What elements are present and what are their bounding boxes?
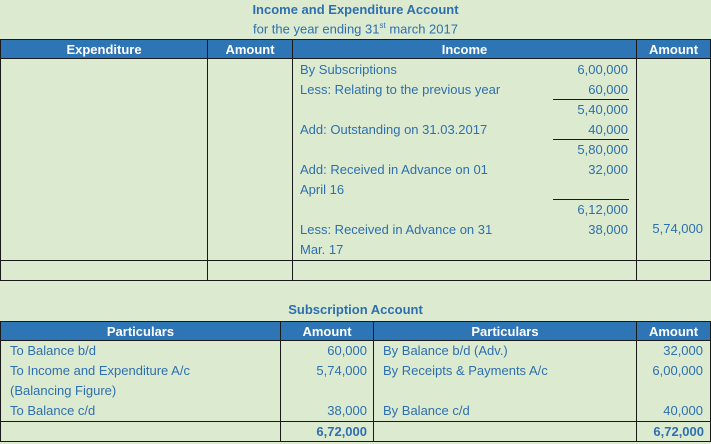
- subtitle-text: for the year ending 31: [253, 21, 380, 37]
- income-line-amount: 60,000: [588, 82, 628, 97]
- income-line-amount: 40,000: [588, 122, 628, 137]
- sub-left-particular: To Balance b/d: [10, 343, 97, 358]
- sub-title: Subscription Account: [288, 302, 423, 317]
- income-line-amount: 5,80,000: [577, 142, 628, 157]
- income-line-text: Add: Outstanding on 31.03.2017: [300, 122, 488, 137]
- total-left: 6,72,000: [280, 421, 374, 442]
- sum-line: [553, 99, 629, 100]
- income-line-text: Less: Received in Advance on 31: [300, 222, 493, 237]
- sub-left-amount: 38,000: [327, 403, 367, 418]
- income-total: 5,74,000: [652, 221, 703, 236]
- header-income: Income: [292, 39, 637, 59]
- sub-right-amount: 32,000: [663, 343, 703, 358]
- income-line-text: Less: Relating to the previous year: [300, 82, 501, 97]
- income-line-text: April 16: [300, 182, 345, 197]
- sub-right-amount: 40,000: [663, 403, 703, 418]
- income-line-amount: 6,12,000: [577, 202, 628, 217]
- income-line-amount: 5,40,000: [577, 102, 628, 117]
- total-cell: [373, 421, 637, 442]
- empty-cell: [292, 260, 637, 281]
- sum-line: [553, 199, 629, 200]
- income-line-amount: 6,00,000: [577, 62, 628, 77]
- sub-left-amount: 5,74,000: [316, 363, 367, 378]
- sub-right-particular: By Receipts & Payments A/c: [383, 363, 548, 378]
- income-line-amount: 38,000: [588, 222, 628, 237]
- header-amount-2: Amount: [636, 321, 711, 341]
- amount-cell: [207, 58, 293, 261]
- expenditure-cell: [0, 58, 208, 261]
- income-line-amount: 32,000: [588, 162, 628, 177]
- header-amount: Amount: [280, 321, 374, 341]
- sum-line: [553, 139, 629, 140]
- empty-cell: [636, 260, 711, 281]
- header-amount-2: Amount: [636, 39, 711, 59]
- sub-right-amount: 6,00,000: [652, 363, 703, 378]
- sub-right-particular: By Balance c/d: [383, 403, 470, 418]
- sub-left-particular: (Balancing Figure): [10, 383, 117, 398]
- header-expenditure: Expenditure: [0, 39, 208, 59]
- empty-cell: [0, 260, 208, 281]
- subtitle-text-end: march 2017: [385, 21, 458, 37]
- sub-left-particular: To Balance c/d: [10, 403, 96, 418]
- sub-left-amount: 60,000: [327, 343, 367, 358]
- income-line-text: Mar. 17: [300, 242, 344, 257]
- ie-title: Income and Expenditure Account: [252, 2, 459, 17]
- total-right: 6,72,000: [636, 421, 711, 442]
- subtitle-sup: st: [379, 21, 386, 30]
- income-line-text: By Subscriptions: [300, 62, 397, 77]
- sub-right-particular: By Balance b/d (Adv.): [383, 343, 508, 358]
- sub-left-particular: To Income and Expenditure A/c: [10, 363, 190, 378]
- ie-subtitle: [0, 21, 711, 36]
- header-particulars-2: Particulars: [373, 321, 637, 341]
- header-amount: Amount: [207, 39, 293, 59]
- header-particulars: Particulars: [0, 321, 281, 341]
- total-cell: [0, 421, 281, 442]
- income-line-text: Add: Received in Advance on 01: [300, 162, 488, 177]
- empty-cell: [207, 260, 293, 281]
